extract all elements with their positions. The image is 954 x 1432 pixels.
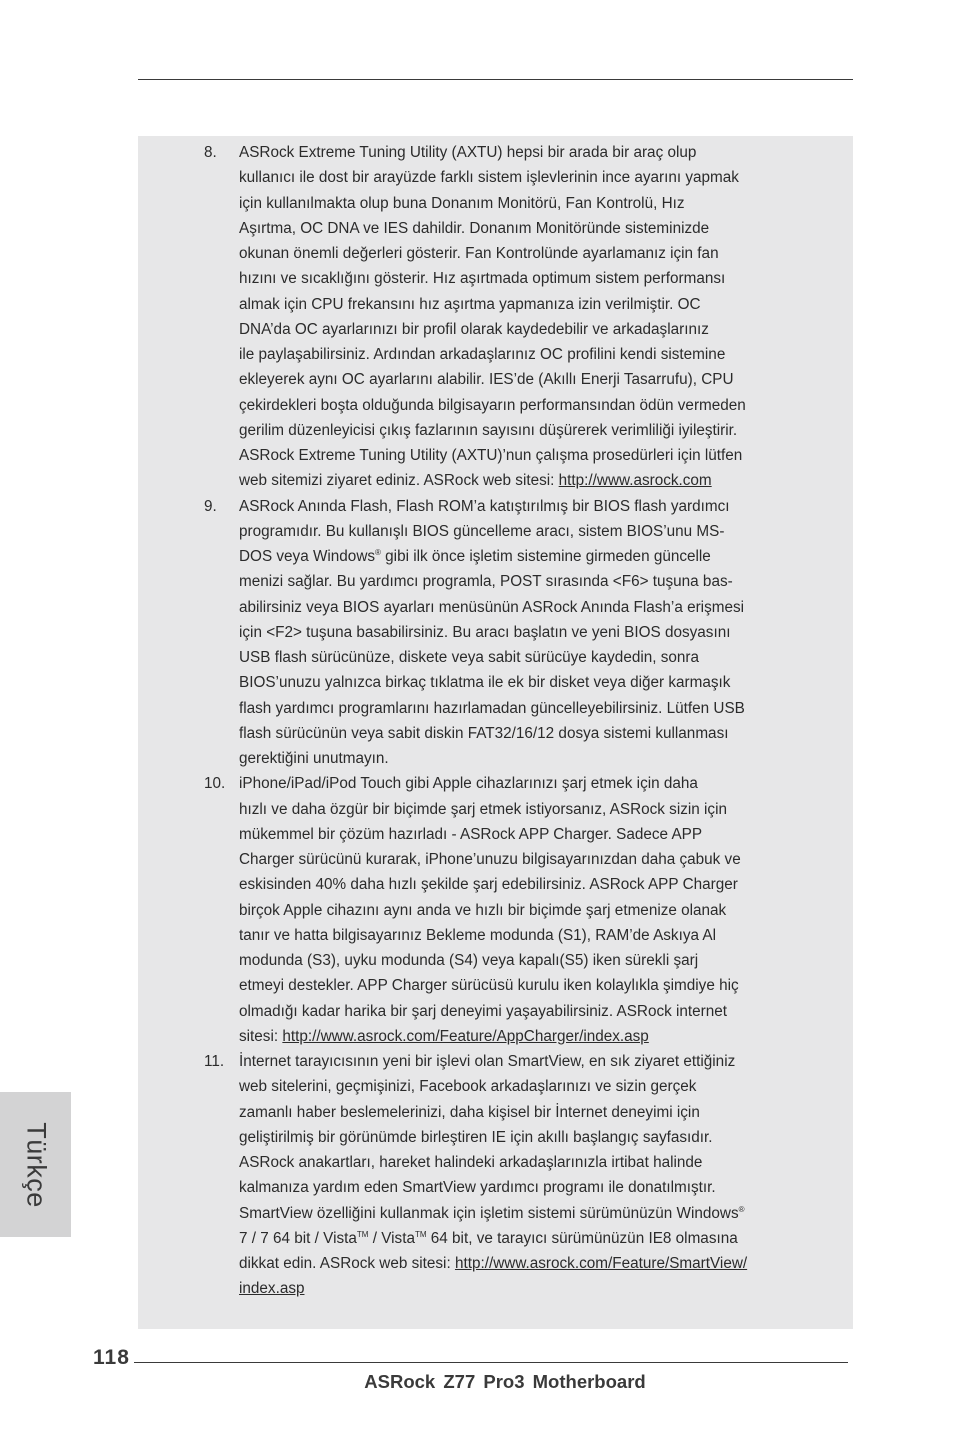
footer-title: ASRock Z77 Pro3 Motherboard — [364, 1371, 646, 1392]
text-line: gerektiğini unutmayın. — [239, 750, 389, 767]
text-segment: dikkat edin. ASRock web sitesi: — [239, 1255, 455, 1272]
page-number: 118 — [93, 1346, 130, 1369]
text-line: web sitelerini, geçmişinizi, Facebook arkadaşlarınızı ve sizin gerçek — [239, 1078, 697, 1096]
text-segment: SmartView özelliğini kullanmak için işletim sistemi sürümünüzün Windows — [239, 1204, 739, 1222]
text-line: almak için CPU frekansını hız aşırtma yapmanıza izin verilmiştir. OC — [239, 295, 701, 313]
item-text — [239, 494, 805, 772]
item-number: 11. — [204, 1053, 225, 1070]
item-number: 9. — [204, 497, 217, 515]
text-line: hızını ve sıcaklığını gösterir. Hız aşırtmada optimum sistem performansı — [239, 270, 726, 288]
text-line: programıdır. Bu kullanışlı BIOS güncelleme aracı, sistem BIOS’unu MS- — [239, 522, 725, 540]
text-line: kullanıcı ile dost bir arayüzde farklı sistem işlevlerinin ince ayarını yapmak — [239, 169, 739, 187]
text-line — [239, 468, 805, 493]
text-line: ile paylaşabilirsiniz. Ardından arkadaşlarınız OC profilini kendi sistemine — [239, 346, 726, 363]
text-segment: 64 bit, ve tarayıcı sürümünüzün IE8 olmasına — [426, 1229, 738, 1247]
text-line: etmeyi destekler. APP Charger sürücüsü kurulu iken kolaylıkla şimdiye hiç — [239, 977, 739, 995]
text-line: zamanlı haber beslemelerinizi, daha kişisel bir İnternet deneyimi için — [239, 1103, 700, 1121]
text-segment: / Vista — [368, 1229, 415, 1247]
text-segment: web sitemizi ziyaret ediniz. ASRock web sitesi: — [239, 472, 559, 490]
text-line — [239, 544, 805, 569]
text-line: flash sürücünün veya sabit diskin FAT32/16/12 dosya sistemi kullanması — [239, 724, 729, 742]
text-line: kalmanıza yardım eden SmartView yardımcı programı ile donatılmıştır. — [239, 1179, 716, 1197]
list-item — [200, 140, 805, 494]
text-line: USB flash sürücünüze, diskete veya sabit sürücüye kaydedin, sonra — [239, 649, 700, 666]
text-line — [239, 1024, 805, 1049]
text-line: ASRock Extreme Tuning Utility (AXTU)’nun çalışma prosedürleri için lütfen — [239, 447, 743, 464]
item-number: 10. — [204, 775, 226, 793]
app-charger-link[interactable]: http://www.asrock.com/Feature/AppCharger/index.asp — [282, 1027, 649, 1045]
text-line: hızlı ve daha özgür bir biçimde şarj etmek istiyorsanız, ASRock sizin için — [239, 800, 727, 818]
item-text — [239, 140, 805, 494]
trademark-mark: TM — [356, 1229, 369, 1239]
text-line: için kullanılmakta olup buna Donanım Monitörü, Fan Kontrolü, Hız — [239, 194, 685, 212]
text-line: tanır ve hatta bilgisayarınız Bekleme modunda (S1), RAM’de Askıya Al — [239, 926, 716, 944]
trademark-mark: TM — [414, 1229, 427, 1239]
text-line: ASRock Extreme Tuning Utility (AXTU) hepsi bir arada bir araç olup — [239, 144, 697, 161]
text-line: eskisinden 40% daha hızlı şekilde şarj edebilirsiniz. ASRock APP Charger — [239, 876, 738, 894]
text-line: ekleyerek aynı OC ayarlarını alabilir. IES’de (Akıllı Enerji Tasarrufu), CPU — [239, 371, 734, 389]
text-line: olmadığı kadar harika bir şarj deneyimi yaşayabilirsiniz. ASRock internet — [239, 1002, 728, 1020]
text-segment: gibi ilk önce işletim sistemine girmeden güncelle — [380, 548, 711, 565]
text-segment: DOS veya Windows — [239, 548, 376, 565]
text-line — [239, 1276, 805, 1301]
text-line: Aşırtma, OC DNA ve IES dahildir. Donanım Monitöründe sisteminizde — [239, 219, 710, 237]
smartview-link[interactable]: http://www.asrock.com/Feature/SmartView/ — [454, 1255, 748, 1272]
text-line: İnternet tarayıcısının yeni bir işlevi olan SmartView, en sık ziyaret ettiğiniz — [239, 1053, 736, 1070]
smartview-link-continued[interactable]: index.asp — [239, 1280, 305, 1298]
header-rule — [138, 79, 853, 80]
text-line: menizi sağlar. Bu yardımcı programla, POST sırasında <F6> tuşuna bas- — [239, 573, 733, 591]
text-line: ASRock anakartları, hareket halindeki arkadaşlarınızla irtibat halinde — [239, 1154, 703, 1171]
text-line — [239, 1226, 805, 1251]
list-item — [200, 1049, 805, 1302]
text-line — [239, 1201, 805, 1226]
text-segment: sitesi: — [239, 1027, 283, 1045]
registered-mark: ® — [738, 1204, 745, 1214]
language-tab-label: Türkçe — [21, 1121, 51, 1208]
text-line: çekirdekleri boşta olduğunda bilgisayarın performansından ödün vermeden — [239, 396, 746, 414]
item-text — [239, 1049, 805, 1302]
text-line: için <F2> tuşuna basabilirsiniz. Bu aracı başlatın ve yeni BIOS dosyasını — [239, 623, 731, 641]
text-line: flash yardımcı programlarını hazırlamadan güncelleyebilirsiniz. Lütfen USB — [239, 699, 745, 717]
registered-mark: ® — [375, 548, 381, 557]
text-line: iPhone/iPad/iPod Touch gibi Apple cihazlarınızı şarj etmek için daha — [239, 775, 698, 793]
text-line: geliştirilmiş bir görünümde birleştiren IE için akıllı başlangıç sayfasıdır. — [239, 1128, 713, 1146]
text-line: okunan önemli değerleri gösterir. Fan Kontrolünde ayarlamanız için fan — [239, 245, 719, 262]
text-line: BIOS’unuzu yalnızca birkaç tıklatma ile ek bir disket veya diğer karmaşık — [239, 674, 731, 692]
list-item — [200, 771, 805, 1049]
text-line: birçok Apple cihazını aynı anda ve hızlı bir biçimde şarj etmenize olanak — [239, 901, 727, 919]
text-line: mükemmel bir çözüm hazırladı - ASRock APP Charger. Sadece APP — [239, 825, 703, 843]
text-line: modunda (S3), uyku modunda (S4) veya kapalı(S5) iken sürekli şarj — [239, 952, 699, 969]
item-text — [239, 771, 805, 1049]
text-segment: 7 / 7 64 bit / Vista — [239, 1229, 357, 1247]
list-item — [200, 494, 805, 772]
feature-list — [200, 140, 805, 1302]
footer-rule — [134, 1362, 848, 1363]
text-line: abilirsiniz veya BIOS ayarları menüsünün ASRock Anında Flash’a erişmesi — [239, 598, 745, 616]
text-line: Charger sürücünü kurarak, iPhone’unuzu bilgisayarınızdan daha çabuk ve — [239, 851, 741, 868]
item-number: 8. — [204, 144, 217, 161]
text-line: gerilim düzenleyicisi çıkış fazlarının sayısını düşürerek verimliliği iyileştirir. — [239, 421, 738, 439]
asrock-website-link[interactable]: http://www.asrock.com — [558, 472, 712, 490]
text-line — [239, 1251, 805, 1276]
text-line: DNA’da OC ayarlarınızı bir profil olarak kaydedebilir ve arkadaşlarınız — [239, 320, 709, 338]
text-line: ASRock Anında Flash, Flash ROM’a katıştırılmış bir BIOS flash yardımcı — [239, 497, 730, 515]
language-tab — [0, 1092, 71, 1237]
